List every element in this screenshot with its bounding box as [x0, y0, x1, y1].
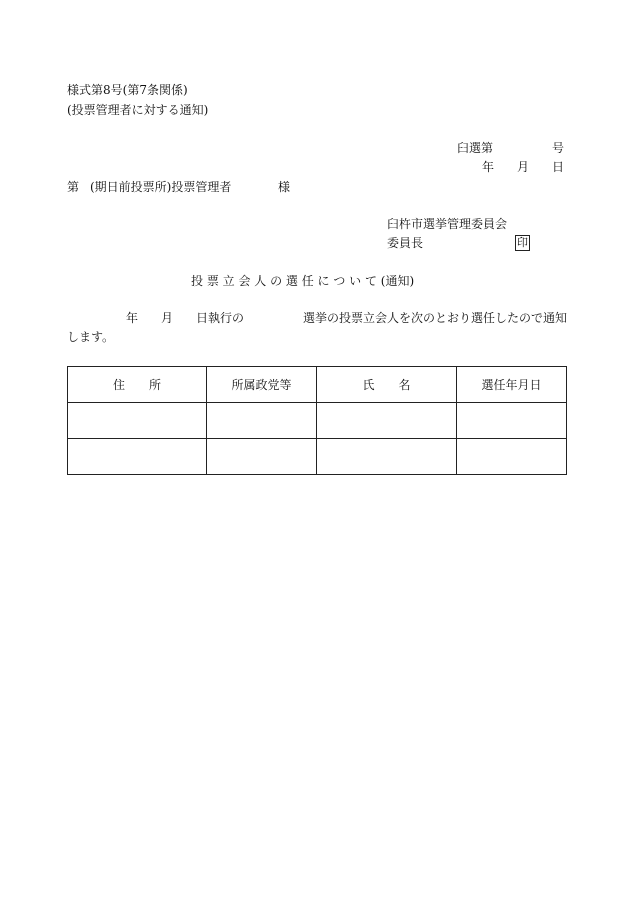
- date-year: 年: [482, 160, 495, 174]
- table-cell: [68, 439, 207, 475]
- body-text-line2: します。: [67, 330, 115, 344]
- table-header-row: [68, 367, 567, 403]
- seal-mark: 印: [517, 236, 528, 249]
- header-appointment-date: 選任年月日: [457, 367, 567, 403]
- table-cell: [457, 403, 567, 439]
- form-number: 様式第8号(第7条関係): [67, 83, 188, 97]
- appointee-table: [67, 366, 567, 475]
- notice-title: 投 票 立 会 人 の 選 任 に つ い て (通知): [191, 274, 415, 288]
- body-day-executed: 日執行の: [196, 311, 245, 325]
- addressee-office: (期日前投票所)投票管理者: [90, 180, 232, 194]
- body-month: 月: [161, 311, 174, 325]
- table-cell: [207, 403, 317, 439]
- table-cell: [317, 439, 457, 475]
- doc-number-suffix: 号: [552, 141, 565, 155]
- table-cell: [317, 403, 457, 439]
- table-cell: [207, 439, 317, 475]
- body-text: 選挙の投票立会人を次のとおり選任したので通知: [303, 311, 568, 325]
- addressee-ordinal: 第: [67, 180, 80, 194]
- body-year: 年: [126, 311, 139, 325]
- doc-number-prefix: 臼選第: [457, 141, 494, 155]
- table-cell: [457, 439, 567, 475]
- header-address: 住 所: [68, 367, 207, 403]
- header-name: 氏 名: [317, 367, 457, 403]
- addressee-honorific: 様: [278, 180, 291, 194]
- table-cell: [68, 403, 207, 439]
- date-day: 日: [552, 160, 565, 174]
- sender-org: 臼杵市選挙管理委員会: [387, 217, 508, 231]
- form-subtitle: (投票管理者に対する通知): [67, 103, 209, 117]
- sender-title: 委員長: [387, 236, 424, 250]
- table-row: [68, 439, 567, 475]
- table-row: [68, 403, 567, 439]
- header-party: 所属政党等: [207, 367, 317, 403]
- date-month: 月: [517, 160, 530, 174]
